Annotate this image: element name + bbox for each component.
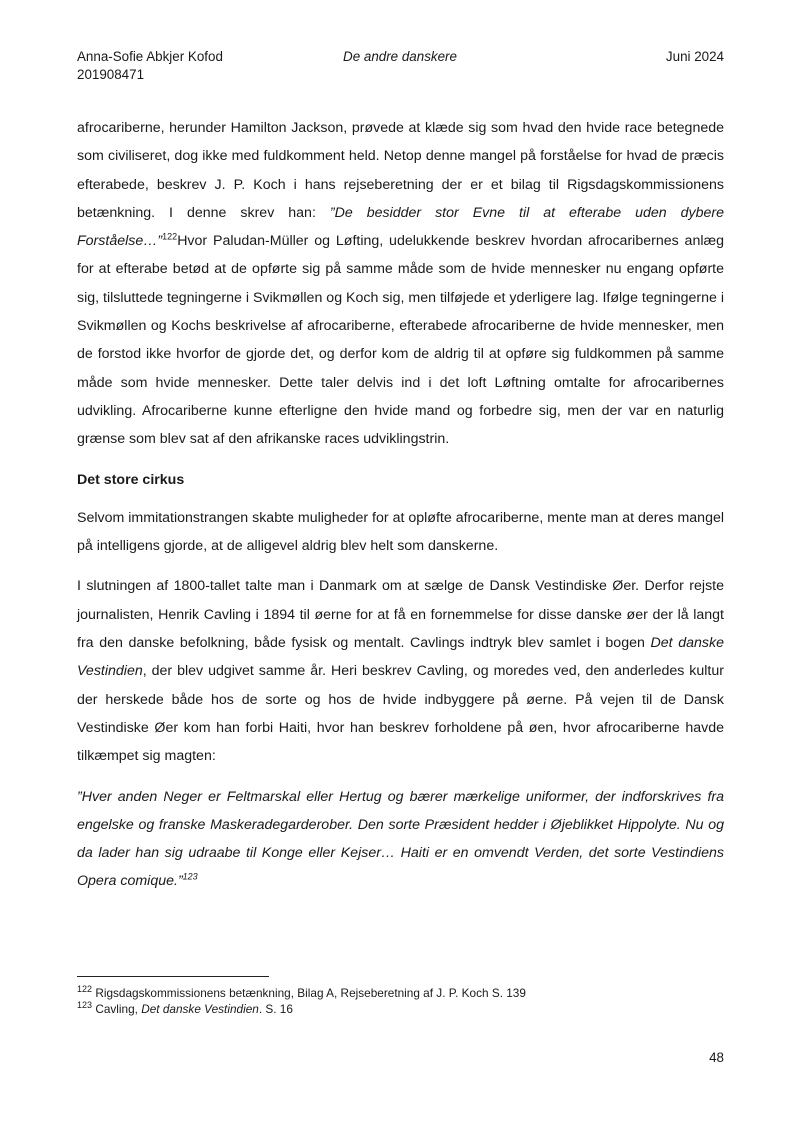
footnote-ref-122[interactable]: 122: [162, 231, 178, 242]
footnote-number: 123: [77, 1000, 93, 1011]
header-date: Juni 2024: [665, 49, 724, 64]
footnote-text-pre: Cavling,: [95, 1002, 142, 1016]
paragraph-2: Selvom immitationstrangen skabte muligheder for at opløfte afrocariberne, mente man at deres mangel på intelligens gjorde, at de alligevel aldrig blev helt som danskerne.: [77, 509, 724, 555]
footnote-123: [77, 1001, 526, 1017]
body-text: [77, 114, 724, 908]
paragraph-3: [77, 572, 724, 770]
block-quote: [77, 783, 724, 896]
paragraph-1-text-b: Hvor Paludan-Müller og Løfting, udelukkende beskrev hvordan afrocaribernes anlæg for at efterabe betød at de opførte sig på samme måde som de hvide mennesker nu engang opførte sig, tilsluttede tegningerne i Svikmøllen og Koch sig, men tilføjede et yderligere lag. Ifølge tegningerne i Svikmøllen og Kochs beskrivelse af afrocariberne, efterabede afrocariberne de hvide mennesker, men de forstod ikke hvorfor de gjorde det, og derfor kom de aldrig til at opføre sig fuldkommen på samme måde som hvide mennesker. Dette taler delvis ind i det loft Løftning omtalte for afrocaribernes udvikling. Afrocariberne kunne efterligne den hvide mand og forbedre sig, men der var en naturlig grænse som blev sat af den afrikanske races udviklingstrin.: [77, 233, 724, 448]
koch-quote: ”De besidder stor Evne til at efterabe uden dybere Forståelse…”: [77, 204, 724, 250]
header-author: Anna-Sofie Abkjer Kofod: [77, 49, 223, 64]
footnote-text-post: . S. 16: [258, 1002, 293, 1016]
footnote-text: Rigsdagskommissionens betænkning, Bilag A, Rejseberetning af J. P. Koch S. 139: [95, 986, 526, 1000]
paragraph-3-text-b: , der blev udgivet samme år. Heri beskrev Cavling, og moredes ved, den anderledes kultur der herskede både hos de sorte og hos de hvide indbyggere på øerne. På vejen til de Dansk Vestindiske Øer kom han forbi Haiti, hvor han beskrev forholdene på øen, hvor afrocariberne havde tilkæmpet sig magten:: [77, 663, 724, 765]
section-heading: Det store cirkus: [77, 471, 185, 488]
header-student-id: 201908471: [77, 67, 145, 82]
page-number: 48: [709, 1050, 724, 1065]
footnote-ref-123[interactable]: 123: [182, 871, 198, 882]
footnotes: [77, 985, 526, 1017]
book-title: Det danske Vestindien: [77, 635, 724, 680]
block-quote-text: ”Hver anden Neger er Feltmarskal eller Hertug og bærer mærkelige uniformer, der indforskrives fra engelske og franske Maskeradegarderober. Den sorte Præsident hedder i Øjeblikket Hippolyte. Nu og da lader han sig udraabe til Konge eller Kejser… Haiti er en omvendt Verden, det sorte Vestindiens Opera comique.”: [77, 788, 724, 890]
footnote-separator: [77, 976, 269, 977]
footnote-122: [77, 985, 526, 1001]
paragraph-3-text-a: I slutningen af 1800-tallet talte man i Danmark om at sælge de Dansk Vestindiske Øer. Derfor rejste journalisten, Henrik Cavling i 1894 til øerne for at få en fornemmelse for disse danske øer der lå langt fra den danske befolkning, både fysisk og mentalt. Cavlings indtryk blev samlet i bogen: [77, 578, 724, 652]
paragraph-1-text-a: afrocariberne, herunder Hamilton Jackson, prøvede at klæde sig som hvad den hvide race betegnede som civiliseret, dog ikke med fuldkomment held. Netop denne mangel på forståelse for hvad de præcis efterabede, beskrev J. P. Koch i hans rejseberetning der er et bilag til Rigsdagskommissionens betænkning. I denne skrev han:: [77, 120, 724, 221]
footnote-book-title: Det danske Vestindien: [141, 1002, 259, 1016]
paragraph-1: [77, 114, 724, 454]
footnote-number: 122: [77, 984, 93, 995]
header-title: De andre danskere: [343, 49, 457, 64]
